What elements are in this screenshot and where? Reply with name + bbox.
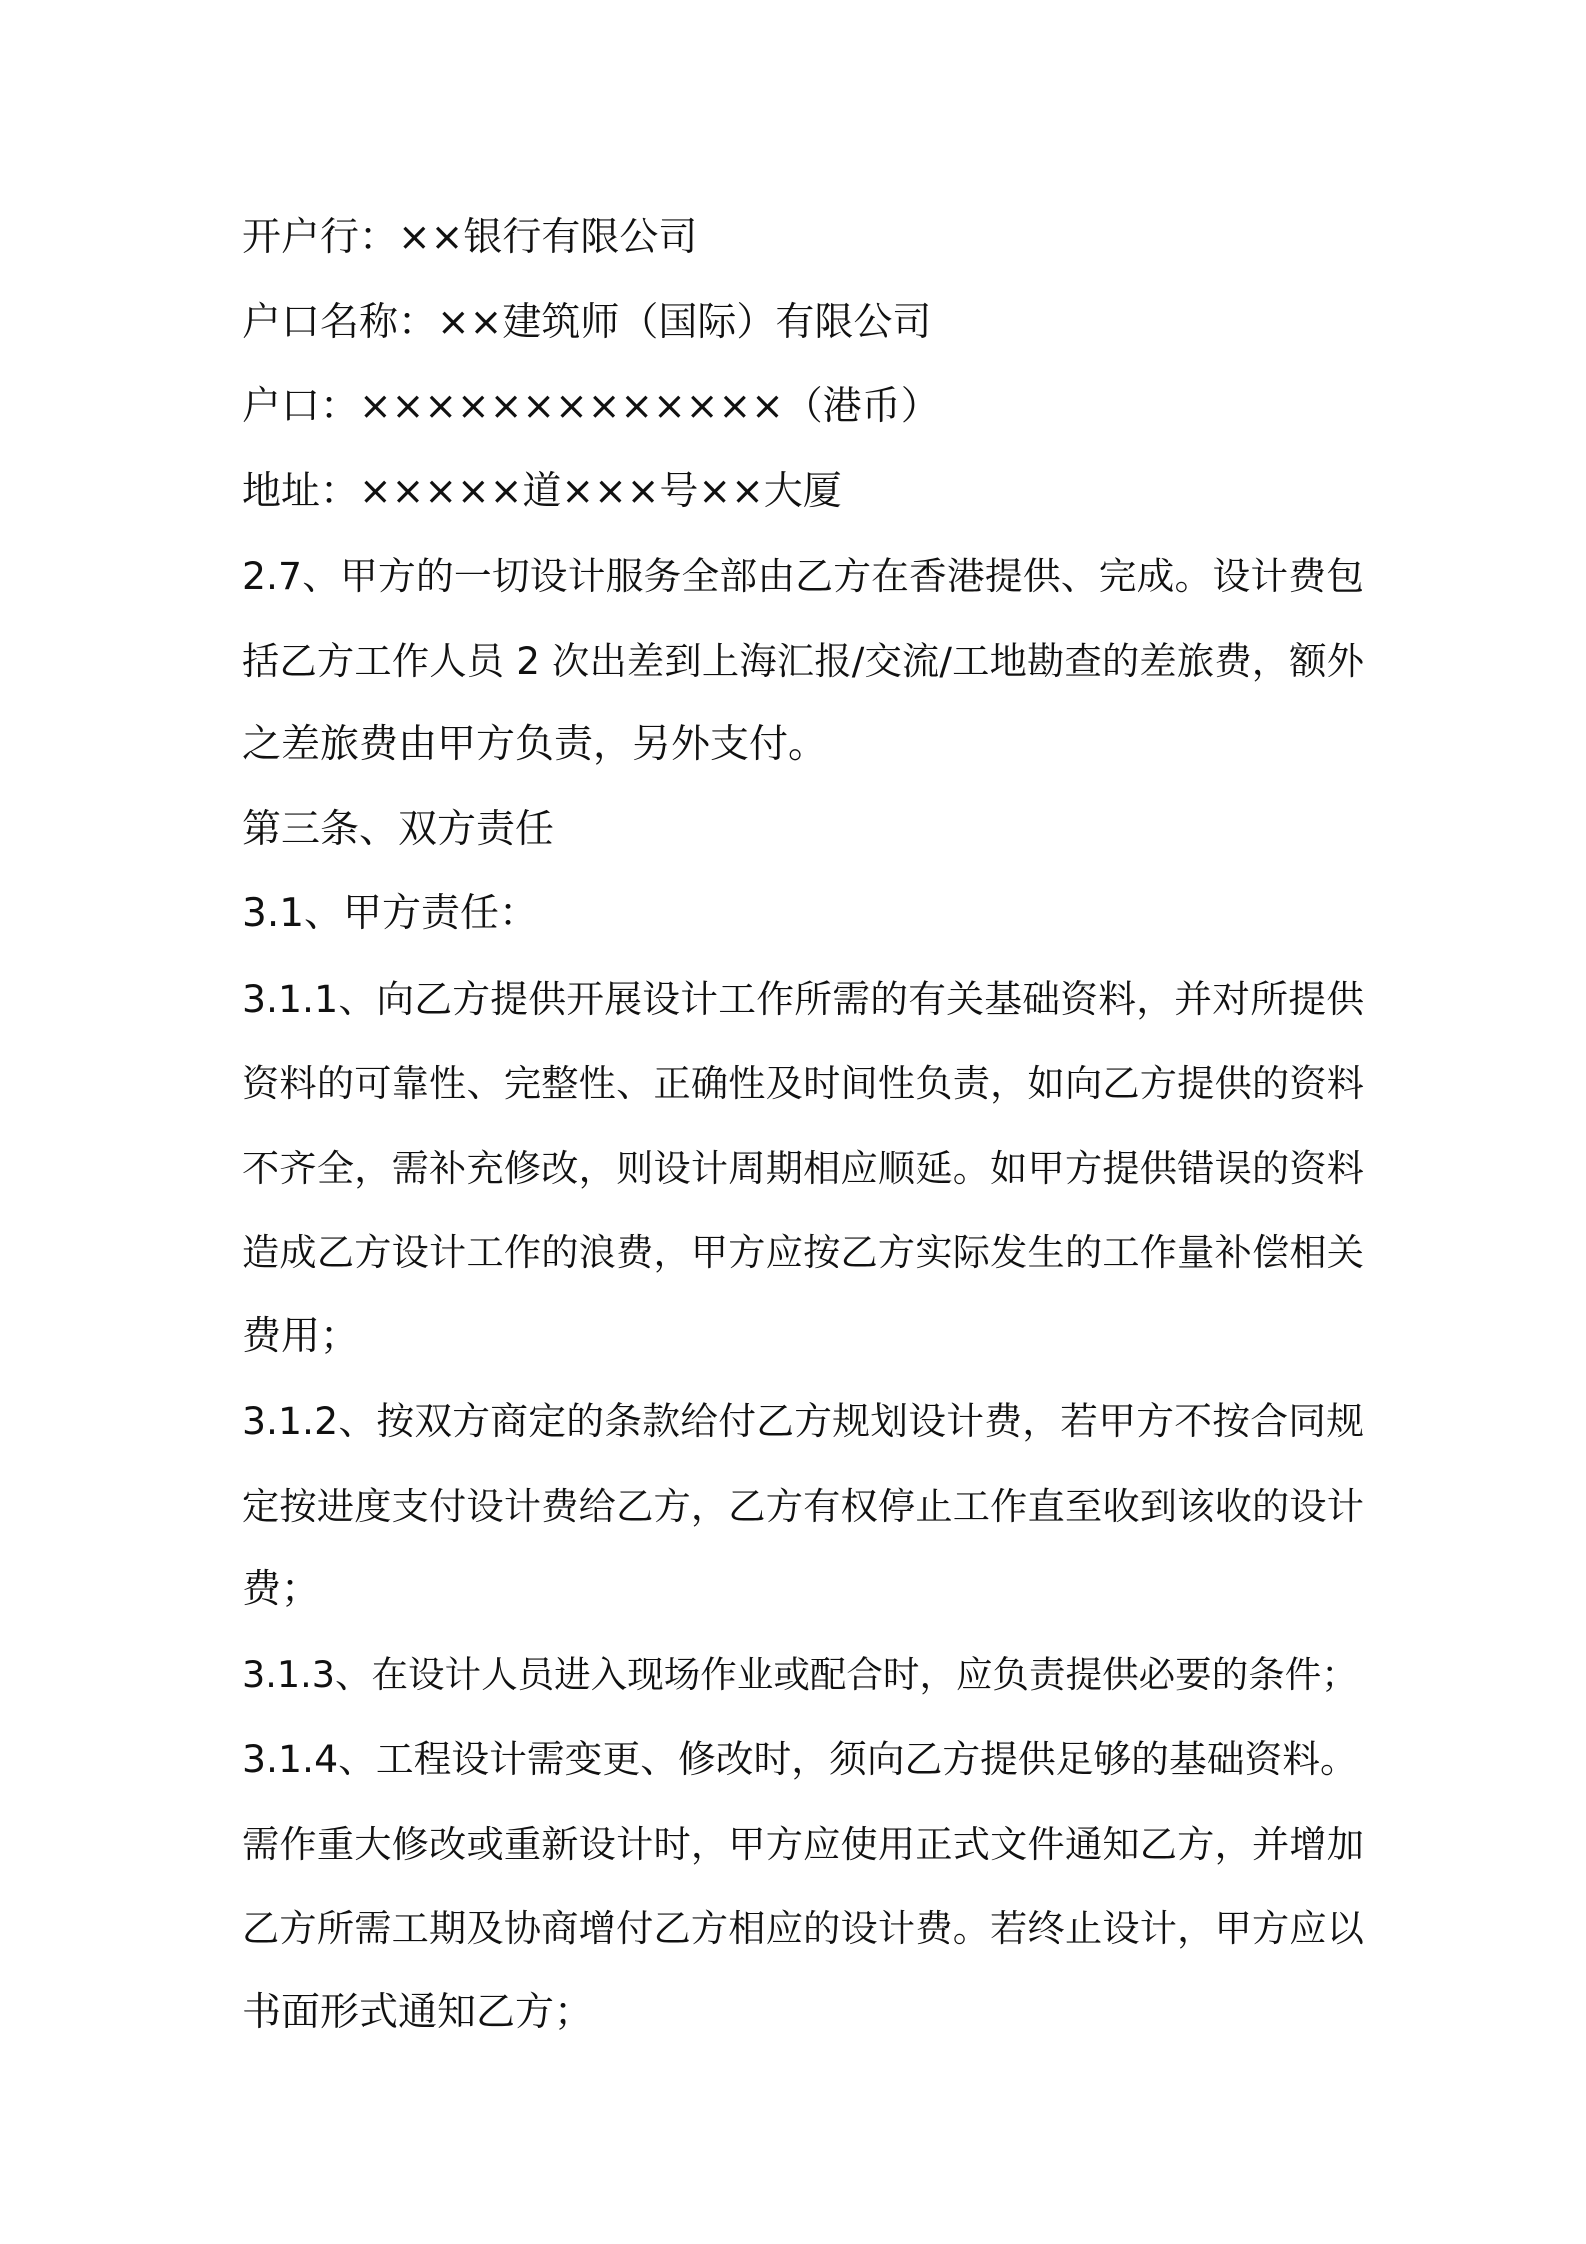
clause-3-1-1-line-2: 资料的可靠性、完整性、正确性及时间性负责，如向乙方提供的资料 <box>242 1061 1364 1105</box>
clause-3-1-2-line-1: 3.1.2、按双方商定的条款给付乙方规划设计费，若甲方不按合同规 <box>242 1399 1364 1443</box>
article-3-heading: 第三条、双方责任 <box>242 806 555 852</box>
clause-3-1-4-line-2: 需作重大修改或重新设计时，甲方应使用正式文件通知乙方，并增加 <box>242 1821 1364 1866</box>
clause-3-1-1-line-4: 造成乙方设计工作的浪费，甲方应按乙方实际发生的工作量补偿相关 <box>242 1230 1364 1274</box>
account-name-line: 户口名称：××建筑师（国际）有限公司 <box>242 299 932 345</box>
clause-3-1-1-line-1: 3.1.1、向乙方提供开展设计工作所需的有关基础资料，并对所提供 <box>242 976 1364 1021</box>
address-line: 地址：×××××道×××号××大厦 <box>242 468 842 514</box>
clause-3-1-4-line-4: 书面形式通知乙方； <box>242 1989 594 2035</box>
clause-3-1-heading: 3.1、甲方责任： <box>242 891 539 936</box>
clause-2-7-line-3: 之差旅费由甲方负责，另外支付。 <box>242 722 828 767</box>
clause-3-1-2-line-2: 定按进度支付设计费给乙方，乙方有权停止工作直至收到该收的设计 <box>242 1483 1364 1528</box>
clause-3-1-3-line-1: 3.1.3、在设计人员进入现场作业或配合时，应负责提供必要的条件； <box>242 1652 1358 1696</box>
clause-3-1-1-line-5: 费用； <box>242 1313 360 1359</box>
clause-3-1-1-line-3: 不齐全，需补充修改，则设计周期相应顺延。如甲方提供错误的资料 <box>242 1145 1364 1190</box>
clause-2-7-line-1: 2.7、甲方的一切设计服务全部由乙方在香港提供、完成。设计费包 <box>242 554 1364 598</box>
clause-3-1-2-line-3: 费； <box>242 1567 321 1612</box>
clause-2-7-line-2: 括乙方工作人员 2 次出差到上海汇报/交流/工地勘查的差旅费，额外 <box>242 638 1364 683</box>
account-number-line: 户口：×××××××××××××（港币） <box>242 384 940 429</box>
clause-3-1-4-line-1: 3.1.4、工程设计需变更、修改时，须向乙方提供足够的基础资料。 <box>242 1737 1358 1781</box>
bank-line: 开户行：××银行有限公司 <box>242 215 698 260</box>
document-body <box>242 196 1364 2055</box>
clause-3-1-4-line-3: 乙方所需工期及协商增付乙方相应的设计费。若终止设计，甲方应以 <box>242 1906 1364 1950</box>
